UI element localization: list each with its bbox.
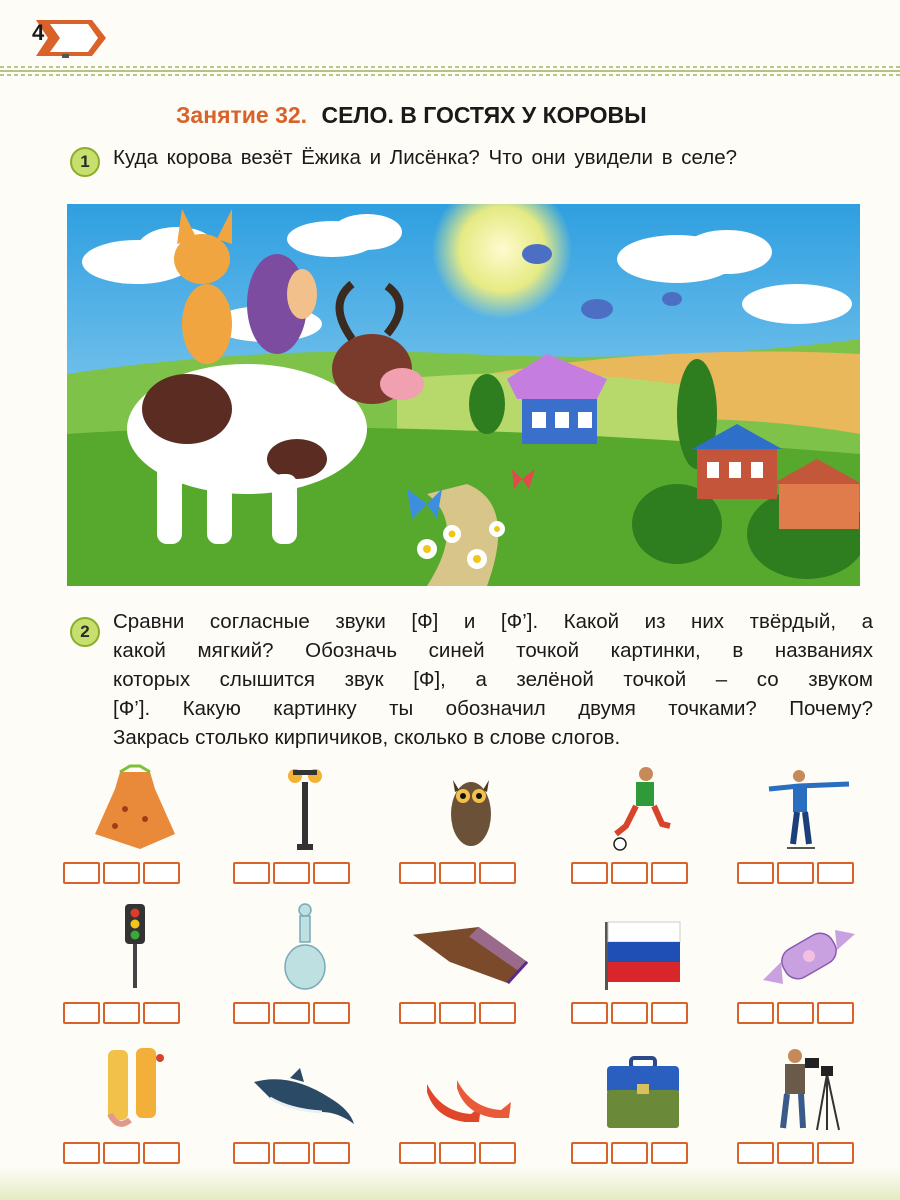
brick[interactable] bbox=[103, 862, 140, 884]
village-scene-illustration bbox=[67, 204, 860, 586]
dress-icon[interactable] bbox=[75, 760, 195, 852]
brick[interactable] bbox=[651, 862, 688, 884]
bottom-decor-band bbox=[0, 1168, 900, 1200]
footballer-icon[interactable] bbox=[583, 760, 703, 852]
brick[interactable] bbox=[63, 1002, 100, 1024]
brick[interactable] bbox=[399, 862, 436, 884]
syllable-bricks bbox=[233, 1002, 357, 1027]
brick[interactable] bbox=[439, 862, 476, 884]
syllable-bricks bbox=[737, 1002, 861, 1027]
brick[interactable] bbox=[143, 1142, 180, 1164]
syllable-bricks bbox=[399, 1142, 523, 1167]
candy-icon[interactable] bbox=[749, 900, 869, 992]
syllable-bricks bbox=[571, 1002, 695, 1027]
picture-cell bbox=[60, 760, 210, 890]
lesson-topic: СЕЛО. В ГОСТЯХ У КОРОВЫ bbox=[321, 102, 647, 128]
picture-cell bbox=[396, 1040, 546, 1170]
brick[interactable] bbox=[233, 862, 270, 884]
task-2-line: Закрась столько кирпичиков, сколько в слове слогов. bbox=[113, 726, 621, 749]
brick[interactable] bbox=[479, 862, 516, 884]
brick[interactable] bbox=[777, 1142, 814, 1164]
brick[interactable] bbox=[817, 1142, 854, 1164]
brick[interactable] bbox=[313, 1142, 350, 1164]
brick[interactable] bbox=[439, 1002, 476, 1024]
syllable-bricks bbox=[399, 862, 523, 887]
syllable-bricks bbox=[63, 1002, 187, 1027]
glass-bottle-icon[interactable] bbox=[245, 900, 365, 992]
picture-cell bbox=[734, 760, 884, 890]
picture-cell bbox=[230, 1040, 380, 1170]
brick[interactable] bbox=[63, 1142, 100, 1164]
brick[interactable] bbox=[611, 1142, 648, 1164]
brick[interactable] bbox=[63, 862, 100, 884]
figure-skater-icon[interactable] bbox=[749, 760, 869, 852]
syllable-bricks bbox=[399, 1002, 523, 1027]
brick[interactable] bbox=[313, 862, 350, 884]
picture-cell bbox=[568, 760, 718, 890]
task-1-text: Куда корова везёт Ёжика и Лисёнка? Что они увидели в селе? bbox=[113, 146, 738, 169]
picture-row-2 bbox=[60, 900, 880, 1030]
task-2-line: Сравни согласные звуки [Ф] и [Ф’]. Какой из них твёрдый, а bbox=[113, 610, 873, 633]
syllable-bricks bbox=[233, 1142, 357, 1167]
lesson-title bbox=[176, 102, 647, 129]
picture-cell bbox=[568, 900, 718, 1030]
syllable-bricks bbox=[571, 1142, 695, 1167]
syllable-bricks bbox=[737, 1142, 861, 1167]
lesson-label: Занятие 32. bbox=[176, 102, 308, 128]
brick[interactable] bbox=[737, 862, 774, 884]
syllable-bricks bbox=[233, 862, 357, 887]
picture-row-3 bbox=[60, 1040, 880, 1170]
brick[interactable] bbox=[143, 862, 180, 884]
leg-warmers-icon[interactable] bbox=[75, 1040, 195, 1132]
brick[interactable] bbox=[479, 1142, 516, 1164]
scarf-icon[interactable] bbox=[411, 900, 531, 992]
brick[interactable] bbox=[103, 1002, 140, 1024]
brick[interactable] bbox=[817, 862, 854, 884]
picture-row-1 bbox=[60, 760, 880, 890]
brick[interactable] bbox=[399, 1142, 436, 1164]
picture-cell bbox=[230, 760, 380, 890]
brick[interactable] bbox=[439, 1142, 476, 1164]
syllable-bricks bbox=[737, 862, 861, 887]
page-number-tab bbox=[34, 18, 110, 58]
picture-cell bbox=[60, 900, 210, 1030]
brick[interactable] bbox=[737, 1002, 774, 1024]
top-divider bbox=[0, 64, 900, 78]
brick[interactable] bbox=[399, 1002, 436, 1024]
syllable-bricks bbox=[63, 1142, 187, 1167]
task-2-line: которых слышится звук [Ф], а зелёной точкой – со звуком bbox=[113, 668, 873, 691]
task-2-line: [Ф’]. Какую картинку ты обозначил двумя точками? Почему? bbox=[113, 697, 873, 720]
brick[interactable] bbox=[313, 1002, 350, 1024]
traffic-light-icon[interactable] bbox=[75, 900, 195, 992]
picture-cell bbox=[734, 900, 884, 1030]
brick[interactable] bbox=[103, 1142, 140, 1164]
street-lamp-icon[interactable] bbox=[245, 760, 365, 852]
task-2-text bbox=[113, 607, 873, 752]
brick[interactable] bbox=[233, 1142, 270, 1164]
owl-icon[interactable] bbox=[411, 760, 531, 852]
syllable-bricks bbox=[63, 862, 187, 887]
dolphin-icon[interactable] bbox=[245, 1040, 365, 1132]
brick[interactable] bbox=[817, 1002, 854, 1024]
picture-cell bbox=[734, 1040, 884, 1170]
brick[interactable] bbox=[273, 1142, 310, 1164]
task-1-badge: 1 bbox=[70, 147, 100, 177]
brick[interactable] bbox=[143, 1002, 180, 1024]
brick[interactable] bbox=[233, 1002, 270, 1024]
page-tab-shape bbox=[34, 18, 110, 58]
brick[interactable] bbox=[737, 1142, 774, 1164]
syllable-bricks bbox=[571, 862, 695, 887]
high-heel-shoes-icon[interactable] bbox=[411, 1040, 531, 1132]
picture-cell bbox=[568, 1040, 718, 1170]
task-2-badge: 2 bbox=[70, 617, 100, 647]
picture-cell bbox=[230, 900, 380, 1030]
brick[interactable] bbox=[651, 1142, 688, 1164]
russian-flag-icon[interactable] bbox=[583, 900, 703, 992]
brick[interactable] bbox=[571, 862, 608, 884]
brick[interactable] bbox=[611, 862, 648, 884]
brick[interactable] bbox=[571, 1002, 608, 1024]
brick[interactable] bbox=[273, 1002, 310, 1024]
brick[interactable] bbox=[777, 1002, 814, 1024]
task-2-line: какой мягкий? Обозначь синей точкой картинки, в названиях bbox=[113, 639, 873, 662]
brick[interactable] bbox=[479, 1002, 516, 1024]
picture-cell bbox=[396, 760, 546, 890]
photographer-icon[interactable] bbox=[749, 1040, 869, 1132]
brick[interactable] bbox=[571, 1142, 608, 1164]
brick[interactable] bbox=[777, 862, 814, 884]
picture-cell bbox=[60, 1040, 210, 1170]
brick[interactable] bbox=[273, 862, 310, 884]
brick[interactable] bbox=[651, 1002, 688, 1024]
page-number: 4 bbox=[32, 20, 45, 45]
briefcase-icon[interactable] bbox=[583, 1040, 703, 1132]
picture-cell bbox=[396, 900, 546, 1030]
brick[interactable] bbox=[611, 1002, 648, 1024]
